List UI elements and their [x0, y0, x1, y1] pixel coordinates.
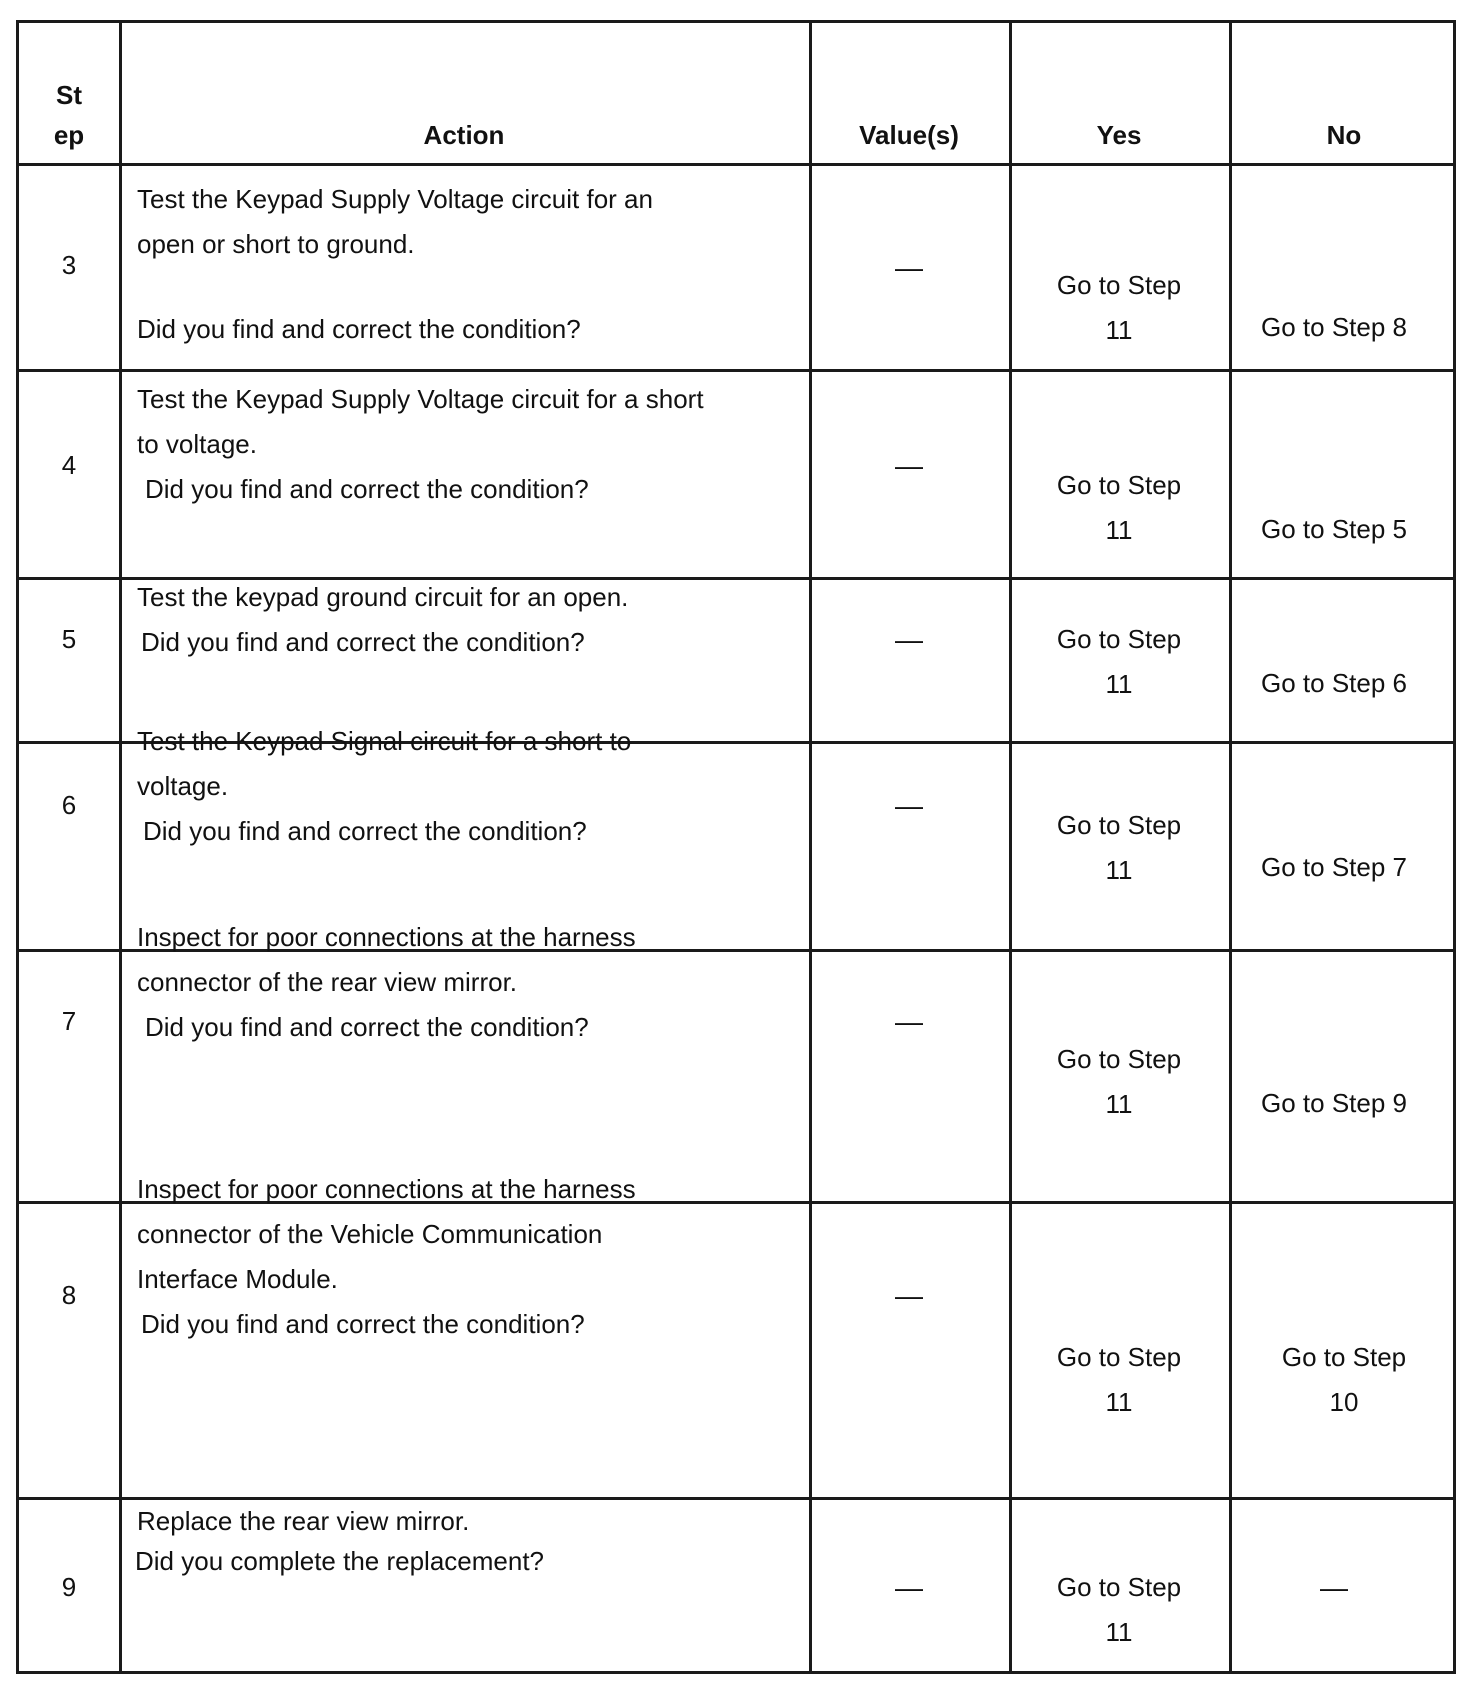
yes-action: Go to Step 11: [1056, 470, 1182, 545]
no-action: Go to Step 10: [1281, 1342, 1407, 1417]
no-action: Go to Step 6: [1261, 668, 1407, 698]
value-dash: —: [895, 624, 923, 655]
header-yes: Yes: [1096, 120, 1142, 150]
step-number: 7: [61, 1006, 77, 1036]
value-dash: —: [895, 1006, 923, 1037]
value-dash: —: [895, 1280, 923, 1311]
action-text: Test the keypad ground circuit for an open. Did you find and correct the condition?: [137, 582, 629, 657]
diagnostic-table: [16, 20, 1456, 1674]
header-no: No: [1326, 120, 1362, 150]
no-action: Go to Step 8: [1261, 312, 1407, 342]
action-text: Test the Keypad Supply Voltage circuit for a short to voltage. Did you find and correct the condition?: [137, 384, 704, 504]
step-number: 3: [61, 250, 77, 280]
no-action: —: [1320, 1572, 1348, 1603]
yes-action: Go to Step 11: [1056, 270, 1182, 345]
header-action: Action: [423, 120, 505, 150]
no-action: Go to Step 5: [1261, 514, 1407, 544]
action-text: Replace the rear view mirror. Did you complete the replacement?: [135, 1506, 545, 1576]
action-text: Inspect for poor connections at the harness connector of the Vehicle Communication Interface Module. Did you find and correct the condition?: [137, 1174, 636, 1339]
value-dash: —: [895, 450, 923, 481]
column-divider: [119, 23, 122, 1671]
yes-action: Go to Step 11: [1056, 1572, 1182, 1647]
header-values: Value(s): [859, 120, 959, 150]
row-divider: [19, 1497, 1453, 1500]
step-number: 9: [61, 1572, 77, 1602]
yes-action: Go to Step 11: [1056, 1044, 1182, 1119]
action-text: Test the Keypad Supply Voltage circuit for an open or short to ground. Did you find and correct the condition?: [137, 184, 653, 344]
step-number: 4: [61, 450, 77, 480]
yes-action: Go to Step 11: [1056, 810, 1182, 885]
action-text: Inspect for poor connections at the harness connector of the rear view mirror. Did you find and correct the condition?: [137, 922, 636, 1042]
no-action: Go to Step 9: [1261, 1088, 1407, 1118]
step-number: 5: [61, 624, 77, 654]
step-number: 8: [61, 1280, 77, 1310]
no-action: Go to Step 7: [1261, 852, 1407, 882]
value-dash: —: [895, 1572, 923, 1603]
yes-action: Go to Step 11: [1056, 1342, 1182, 1417]
row-divider: [19, 369, 1453, 372]
yes-action: Go to Step 11: [1056, 624, 1182, 699]
row-divider: [19, 163, 1453, 166]
step-number: 6: [61, 790, 77, 820]
header-step: St ep: [53, 80, 85, 150]
action-text: Test the Keypad Signal circuit for a short to voltage. Did you find and correct the condition?: [137, 726, 632, 846]
value-dash: —: [895, 252, 923, 283]
value-dash: —: [895, 790, 923, 821]
